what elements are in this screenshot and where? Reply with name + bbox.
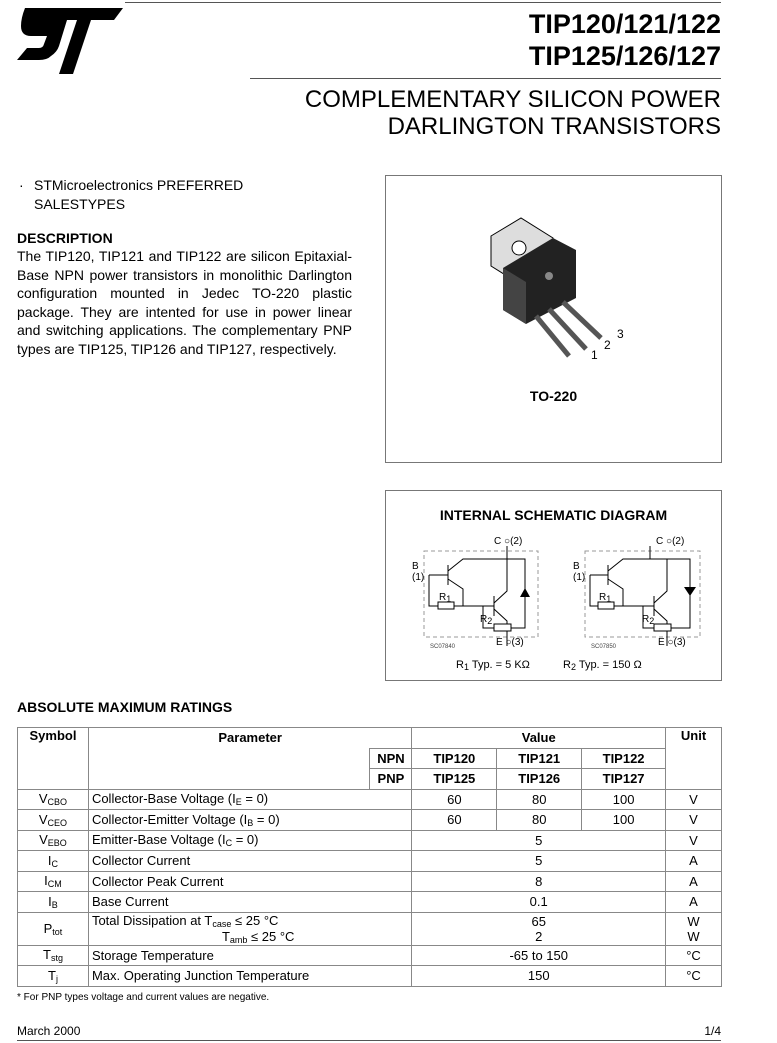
top-rule: [125, 2, 721, 3]
table-row: [18, 851, 722, 872]
header-tip126: TIP126: [497, 769, 582, 790]
value-cell: 100: [582, 789, 666, 810]
value-cell: 60: [412, 789, 497, 810]
ratings-heading: ABSOLUTE MAXIMUM RATINGS: [17, 699, 233, 715]
unit-cell: A: [666, 851, 722, 872]
schematic-title: INTERNAL SCHEMATIC DIAGRAM: [439, 507, 668, 523]
unit-cell: °C: [666, 966, 722, 987]
pin-3-label: 3: [617, 327, 624, 341]
parameter-cell: Collector-Emitter Voltage $(I_B = 0)$: [88, 810, 411, 831]
symbol-cell: $I_B$: [18, 892, 89, 913]
r2-label-left: $R_2$: [480, 614, 493, 626]
footer-page-number: 1/4: [704, 1024, 721, 1038]
parameter-cell: Max. Operating Junction Temperature: [88, 966, 411, 987]
r1-label-left: $R_1$: [439, 592, 452, 604]
symbol-cell: $P_{tot}$: [18, 912, 89, 945]
footer-rule: [17, 1040, 721, 1041]
symbol-cell: $V_{CEO}$: [18, 810, 89, 831]
part-numbers-pnp: TIP125/126/127: [528, 41, 721, 71]
collector-label-left: C ○(2): [494, 536, 523, 547]
unit-cell: V: [666, 789, 722, 810]
feature-item: [34, 176, 243, 213]
header-tip120: TIP120: [412, 748, 497, 769]
symbol-cell: $V_{EBO}$: [18, 830, 89, 851]
pin-1-label: 1: [591, 348, 598, 362]
parameter-cell: Total Dissipation at $T_{case} \le 25$ °C $T_{amb} \le 25$ °C: [88, 912, 411, 945]
subtitle-line1: COMPLEMENTARY SILICON POWER: [304, 86, 721, 113]
feature-line1: STMicroelectronics PREFERRED: [34, 177, 244, 193]
value-cell: 80: [497, 789, 582, 810]
table-row: [18, 789, 722, 810]
symbol-cell: $V_{CBO}$: [18, 789, 89, 810]
emitter-label-left: E ○(3): [496, 637, 524, 648]
description-heading: DESCRIPTION: [17, 230, 113, 246]
r2-typical-note: $R_2$ Typ. = 150 Ω: [563, 659, 642, 672]
feature-line2: SALESTYPES: [34, 195, 126, 212]
st-logo: [17, 8, 123, 74]
parameter-cell: Emitter-Base Voltage $(I_C = 0)$: [88, 830, 411, 851]
header-tip127: TIP127: [582, 769, 666, 790]
parameter-cell: Base Current: [88, 892, 411, 913]
value-cell: 150: [412, 966, 666, 987]
header-symbol: Symbol: [18, 728, 89, 790]
value-cell: 60: [412, 810, 497, 831]
table-row: [18, 830, 722, 851]
unit-cell: V: [666, 810, 722, 831]
base-label-right: B (1): [573, 561, 586, 583]
header-unit: Unit: [666, 728, 722, 790]
symbol-cell: $I_C$: [18, 851, 89, 872]
header-npn: NPN: [370, 748, 412, 769]
value-cell: 65 2: [412, 912, 666, 945]
r2-label-right: $R_2$: [642, 614, 655, 626]
unit-cell: °C: [666, 945, 722, 966]
header-parameter: Parameter: [88, 728, 411, 749]
table-row: [18, 871, 722, 892]
symbol-cell: $T_{stg}$: [18, 945, 89, 966]
subtitle-line2: DARLINGTON TRANSISTORS: [387, 113, 721, 140]
parameter-cell: Collector Peak Current: [88, 871, 411, 892]
header-pnp: PNP: [370, 769, 412, 790]
to220-package-image: [481, 206, 641, 366]
package-box: [385, 175, 722, 463]
table-row: [18, 966, 722, 987]
drawing-code-left: SC07840: [430, 644, 456, 650]
header-tip122: TIP122: [582, 748, 666, 769]
value-cell: 80: [497, 810, 582, 831]
package-label: TO-220: [529, 388, 578, 404]
collector-label-right: C ○(2): [656, 536, 685, 547]
r1-label-right: $R_1$: [599, 592, 612, 604]
value-cell: -65 to 150: [412, 945, 666, 966]
parameter-cell: Collector Current: [88, 851, 411, 872]
header-tip125: TIP125: [412, 769, 497, 790]
value-cell: 100: [582, 810, 666, 831]
drawing-code-right: SC07850: [591, 644, 617, 650]
symbol-cell: $I_{CM}$: [18, 871, 89, 892]
unit-cell: A: [666, 892, 722, 913]
value-cell: 0.1: [412, 892, 666, 913]
pin-2-label: 2: [604, 338, 611, 352]
ratings-footnote: * For PNP types voltage and current values are negative.: [17, 992, 270, 1003]
schematic-box: [385, 490, 722, 681]
ratings-table: [17, 727, 722, 987]
r1-typical-note: $R_1$ Typ. = 5 KΩ: [456, 659, 530, 672]
header-tip121: TIP121: [497, 748, 582, 769]
base-label-left: B (1): [412, 561, 425, 583]
title-rule: [250, 78, 721, 79]
table-row: [18, 810, 722, 831]
table-row: [18, 892, 722, 913]
symbol-cell: $T_j$: [18, 966, 89, 987]
unit-cell: W W: [666, 912, 722, 945]
value-cell: 5: [412, 830, 666, 851]
bullet: ·: [19, 177, 24, 193]
part-numbers-npn: TIP120/121/122: [528, 9, 721, 39]
description-text: The TIP120, TIP121 and TIP122 are silicon Epitaxial-Base NPN power transistors in monolithic Darlington configuration mounted in Jedec TO-220 plastic package. They are intented for use in power linear and switching applications. The complementary PNP types are TIP125, TIP126 and TIP127, respectively.: [17, 248, 352, 357]
table-row: [18, 945, 722, 966]
parameter-cell: Storage Temperature: [88, 945, 411, 966]
unit-cell: V: [666, 830, 722, 851]
value-cell: 8: [412, 871, 666, 892]
unit-cell: A: [666, 871, 722, 892]
table-row: [18, 912, 722, 945]
header-value: Value: [412, 728, 666, 749]
parameter-cell: Collector-Base Voltage $(I_E = 0)$: [88, 789, 411, 810]
footer-date: March 2000: [17, 1024, 81, 1038]
emitter-label-right: E ○(3): [658, 637, 686, 648]
value-cell: 5: [412, 851, 666, 872]
